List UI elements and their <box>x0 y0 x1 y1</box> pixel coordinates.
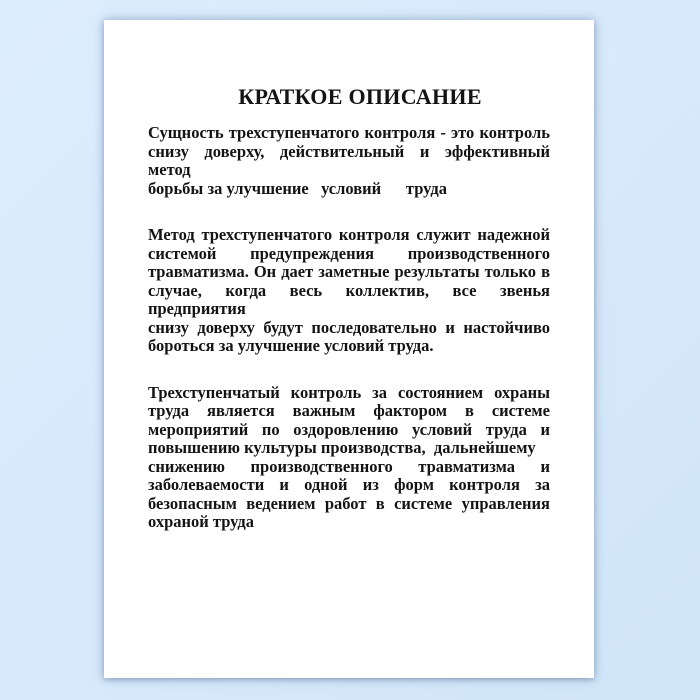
text-line: снизу доверху, действительный и эффективный метод <box>148 141 550 179</box>
text-line: снизу доверху будут последовательно и настойчиво <box>148 317 550 337</box>
text-line: мероприятий по оздоровлению условий труда и <box>148 419 550 439</box>
paragraph-3 <box>148 384 550 532</box>
text-line: Трехступенчатый контроль за состоянием охраны <box>148 382 550 402</box>
text-line: труда является важным фактором в системе <box>148 401 550 420</box>
text-line: бороться за улучшение условий труда. <box>148 336 434 355</box>
document-page <box>104 20 594 678</box>
text-line: заболеваемости и одной из форм контроля за <box>148 475 550 494</box>
text-line: Метод трехступенчатого контроля служит надежной <box>148 225 550 244</box>
text-line: борьбы за улучшение условий труда <box>148 178 447 198</box>
text-line: снижению производственного травматизма и <box>148 456 550 476</box>
text-line: безопасным ведением работ в системе управления <box>148 493 550 513</box>
document-title: КРАТКОЕ ОПИСАНИЕ <box>238 84 482 109</box>
paragraph-2 <box>148 226 550 356</box>
paragraph-1 <box>148 124 550 198</box>
text-line: травматизма. Он дает заметные результаты только в <box>148 262 550 281</box>
text-line: системой предупреждения производственного <box>148 243 550 263</box>
text-line: Сущность трехступенчатого контроля - это контроль <box>148 123 550 142</box>
text-line: случае, когда весь коллектив, все звенья предприятия <box>148 280 550 318</box>
text-line: охраной труда <box>148 512 254 531</box>
text-line: повышению культуры производства, дальнейшему <box>148 438 536 457</box>
